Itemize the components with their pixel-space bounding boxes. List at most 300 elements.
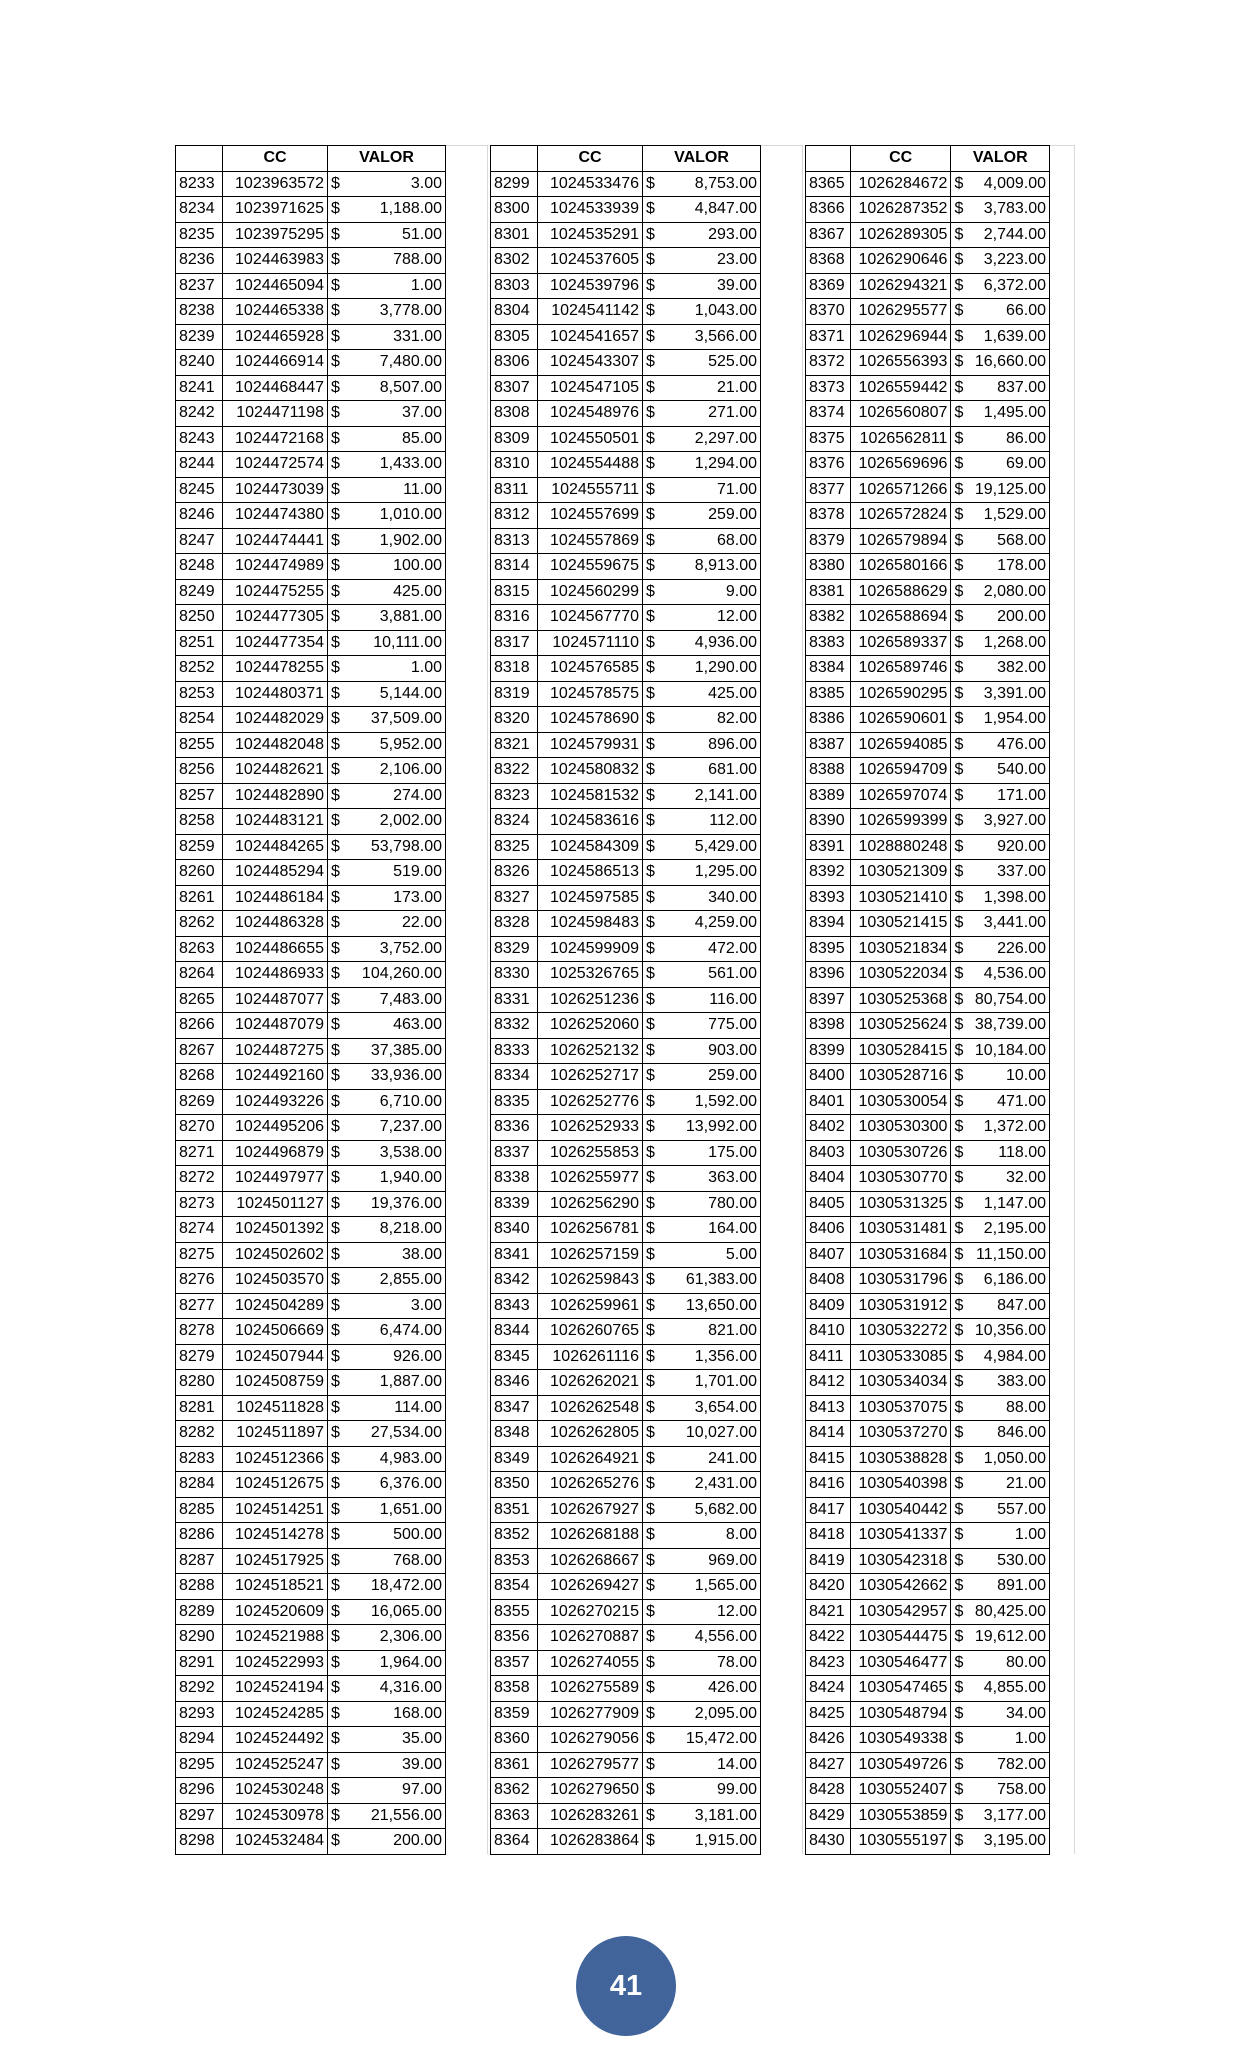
- valor-amount: 837.00: [997, 378, 1047, 396]
- cc-header: CC: [850, 146, 951, 172]
- spacer-cell: [1050, 1089, 1075, 1115]
- table-row: [176, 1140, 488, 1166]
- row-number: 8356: [491, 1625, 538, 1651]
- spacer-cell: [761, 936, 803, 962]
- valor-amount: 4,536.00: [983, 965, 1047, 983]
- spacer-cell: [761, 1115, 803, 1141]
- valor-cell: [328, 222, 446, 248]
- spacer-cell: [1050, 1038, 1075, 1064]
- valor-cell: [328, 375, 446, 401]
- cc-value: 1024463983: [223, 248, 328, 274]
- table-row: [491, 605, 803, 631]
- currency-symbol: $: [646, 1475, 655, 1493]
- row-number: 8361: [491, 1752, 538, 1778]
- currency-symbol: $: [646, 1322, 655, 1340]
- cc-value: 1030553859: [850, 1803, 951, 1829]
- spacer-cell: [761, 1472, 803, 1498]
- spacer-cell: [1050, 1166, 1075, 1192]
- currency-symbol: $: [646, 404, 655, 422]
- valor-amount: 23.00: [716, 251, 757, 269]
- spacer-cell: [446, 732, 488, 758]
- currency-symbol: $: [954, 608, 964, 626]
- cc-value: 1024598483: [538, 911, 643, 937]
- cc-value: 1030521415: [850, 911, 951, 937]
- cc-value: 1026279577: [538, 1752, 643, 1778]
- row-number: 8299: [491, 171, 538, 197]
- spacer-cell: [761, 1344, 803, 1370]
- spacer-cell: [446, 656, 488, 682]
- valor-cell: [328, 1625, 446, 1651]
- table-row: [176, 1548, 488, 1574]
- currency-symbol: $: [331, 1755, 340, 1773]
- spacer-cell: [761, 1523, 803, 1549]
- spacer-cell: [761, 375, 803, 401]
- currency-symbol: $: [331, 939, 340, 957]
- cc-value: 1026256781: [538, 1217, 643, 1243]
- table-row: [806, 1727, 1075, 1753]
- valor-amount: 2,855.00: [379, 1271, 442, 1289]
- table-row: [176, 1727, 488, 1753]
- valor-amount: 19,612.00: [974, 1628, 1047, 1646]
- spacer-cell: [446, 197, 488, 223]
- spacer-cell: [1050, 503, 1075, 529]
- spacer-cell: [446, 171, 488, 197]
- valor-cell: [643, 1140, 761, 1166]
- row-number: 8425: [806, 1701, 851, 1727]
- valor-amount: 16,065.00: [370, 1602, 442, 1620]
- spacer-cell: [1050, 1701, 1075, 1727]
- cc-value: 1026268188: [538, 1523, 643, 1549]
- cc-value: 1026262548: [538, 1395, 643, 1421]
- valor-header: VALOR: [328, 146, 446, 172]
- cc-value: 1030549338: [850, 1727, 951, 1753]
- valor-amount: 37,509.00: [370, 710, 442, 728]
- currency-symbol: $: [331, 225, 340, 243]
- valor-amount: 2,095.00: [694, 1704, 757, 1722]
- spacer-cell: [1050, 1523, 1075, 1549]
- spacer-cell: [446, 1446, 488, 1472]
- currency-symbol: $: [954, 557, 964, 575]
- spacer-cell: [761, 579, 803, 605]
- cc-value: 1024477305: [223, 605, 328, 631]
- valor-cell: [328, 1727, 446, 1753]
- valor-amount: 8,507.00: [379, 378, 442, 396]
- cc-value: 1026252717: [538, 1064, 643, 1090]
- spacer-cell: [761, 528, 803, 554]
- records-table-2: [490, 145, 803, 1855]
- currency-symbol: $: [954, 863, 964, 881]
- valor-cell: [951, 1599, 1050, 1625]
- table-row: [176, 962, 488, 988]
- cc-value: 1024560299: [538, 579, 643, 605]
- table-row: [176, 732, 488, 758]
- valor-amount: 1,651.00: [379, 1500, 442, 1518]
- table-row: [806, 681, 1075, 707]
- cc-value: 1024517925: [223, 1548, 328, 1574]
- currency-symbol: $: [646, 608, 655, 626]
- valor-amount: 1,268.00: [983, 633, 1047, 651]
- valor-amount: 118.00: [998, 1143, 1047, 1161]
- table-row: [806, 783, 1075, 809]
- currency-symbol: $: [646, 225, 655, 243]
- table-row: [491, 1676, 803, 1702]
- currency-symbol: $: [646, 965, 655, 983]
- valor-amount: 1,954.00: [983, 710, 1047, 728]
- row-number: 8398: [806, 1013, 851, 1039]
- valor-amount: 53,798.00: [370, 837, 442, 855]
- table-row: [806, 1344, 1075, 1370]
- valor-amount: 293.00: [708, 225, 757, 243]
- cc-value: 1030542662: [850, 1574, 951, 1600]
- spacer-cell: [761, 962, 803, 988]
- row-number: 8277: [176, 1293, 223, 1319]
- currency-symbol: $: [954, 965, 964, 983]
- table-row: [806, 579, 1075, 605]
- spacer-cell: [446, 1013, 488, 1039]
- table-row: [176, 630, 488, 656]
- row-number: 8339: [491, 1191, 538, 1217]
- currency-symbol: $: [646, 455, 655, 473]
- valor-cell: [328, 809, 446, 835]
- valor-amount: 1.00: [1014, 1526, 1047, 1544]
- valor-amount: 3,566.00: [694, 327, 757, 345]
- valor-amount: 4,556.00: [694, 1628, 757, 1646]
- valor-amount: 5,682.00: [694, 1500, 757, 1518]
- valor-cell: [643, 1013, 761, 1039]
- table-row: [176, 1650, 488, 1676]
- row-number: 8246: [176, 503, 223, 529]
- valor-amount: 241.00: [708, 1449, 757, 1467]
- cc-value: 1030537075: [850, 1395, 951, 1421]
- page-number-badge: [576, 1936, 676, 2036]
- spacer-cell: [446, 350, 488, 376]
- currency-symbol: $: [331, 1551, 340, 1569]
- valor-amount: 4,009.00: [983, 174, 1047, 192]
- table-row: [806, 1064, 1075, 1090]
- currency-symbol: $: [331, 1806, 340, 1824]
- row-number: 8320: [491, 707, 538, 733]
- valor-cell: [951, 1625, 1050, 1651]
- cc-value: 1024521988: [223, 1625, 328, 1651]
- valor-amount: 2,141.00: [694, 786, 757, 804]
- cc-value: 1024580832: [538, 758, 643, 784]
- valor-cell: [643, 1778, 761, 1804]
- table-row: [491, 401, 803, 427]
- cc-value: 1030531325: [850, 1191, 951, 1217]
- table-row: [491, 1446, 803, 1472]
- cc-value: 1030530770: [850, 1166, 951, 1192]
- cc-value: 1024530248: [223, 1778, 328, 1804]
- cc-value: 1024514278: [223, 1523, 328, 1549]
- cc-value: 1024533476: [538, 171, 643, 197]
- table-row: [176, 452, 488, 478]
- cc-value: 1026251236: [538, 987, 643, 1013]
- valor-cell: [643, 1166, 761, 1192]
- valor-cell: [328, 350, 446, 376]
- cc-value: 1026580166: [850, 554, 951, 580]
- table-row: [176, 1701, 488, 1727]
- valor-cell: [951, 528, 1050, 554]
- valor-amount: 681.00: [708, 761, 757, 779]
- cc-value: 1024508759: [223, 1370, 328, 1396]
- currency-symbol: $: [954, 455, 964, 473]
- valor-header: VALOR: [643, 146, 761, 172]
- table-row: [491, 1829, 803, 1855]
- valor-amount: 3,181.00: [694, 1806, 757, 1824]
- valor-amount: 80.00: [1005, 1653, 1047, 1671]
- valor-cell: [328, 426, 446, 452]
- valor-amount: 383.00: [997, 1373, 1047, 1391]
- spacer-cell: [761, 987, 803, 1013]
- valor-amount: 21.00: [1005, 1475, 1047, 1493]
- valor-cell: [643, 834, 761, 860]
- table-row: [806, 1523, 1075, 1549]
- valor-cell: [328, 1574, 446, 1600]
- spacer-cell: [446, 936, 488, 962]
- table-row: [491, 1319, 803, 1345]
- valor-amount: 15,472.00: [685, 1730, 757, 1748]
- valor-amount: 4,855.00: [983, 1679, 1047, 1697]
- valor-amount: 1,050.00: [983, 1449, 1047, 1467]
- cc-value: 1026590295: [850, 681, 951, 707]
- table-row: [491, 350, 803, 376]
- valor-cell: [328, 1676, 446, 1702]
- spacer-cell: [1050, 809, 1075, 835]
- cc-value: 1024586513: [538, 860, 643, 886]
- valor-amount: 259.00: [708, 506, 757, 524]
- currency-symbol: $: [331, 1628, 340, 1646]
- cc-value: 1026252776: [538, 1089, 643, 1115]
- row-number: 8242: [176, 401, 223, 427]
- spacer-cell: [761, 477, 803, 503]
- valor-cell: [951, 1013, 1050, 1039]
- spacer-cell: [446, 1166, 488, 1192]
- currency-symbol: $: [331, 608, 340, 626]
- table-row: [806, 222, 1075, 248]
- spacer-cell: [1050, 1344, 1075, 1370]
- valor-amount: 11.00: [403, 480, 442, 498]
- valor-cell: [643, 1752, 761, 1778]
- table-row: [491, 783, 803, 809]
- table-row: [491, 1115, 803, 1141]
- row-number: 8350: [491, 1472, 538, 1498]
- valor-amount: 1,940.00: [379, 1169, 442, 1187]
- table-row: [176, 987, 488, 1013]
- spacer-cell: [1050, 1497, 1075, 1523]
- valor-amount: 39.00: [401, 1755, 442, 1773]
- row-number: 8271: [176, 1140, 223, 1166]
- valor-amount: 32.00: [1005, 1169, 1047, 1187]
- row-number: 8248: [176, 554, 223, 580]
- currency-symbol: $: [646, 1016, 655, 1034]
- row-number: 8395: [806, 936, 851, 962]
- table-row: [176, 503, 488, 529]
- table-row: [806, 1293, 1075, 1319]
- table-row: [176, 1013, 488, 1039]
- spacer-cell: [1050, 1140, 1075, 1166]
- valor-amount: 4,936.00: [694, 633, 757, 651]
- row-number: 8327: [491, 885, 538, 911]
- currency-symbol: $: [646, 1500, 655, 1518]
- cc-value: 1030531912: [850, 1293, 951, 1319]
- cc-value: 1024555711: [538, 477, 643, 503]
- row-number: 8273: [176, 1191, 223, 1217]
- cc-value: 1024514251: [223, 1497, 328, 1523]
- spacer-cell: [446, 783, 488, 809]
- valor-cell: [951, 681, 1050, 707]
- cc-value: 1024496879: [223, 1140, 328, 1166]
- table-row: [806, 630, 1075, 656]
- spacer-cell: [761, 885, 803, 911]
- valor-amount: 33,936.00: [370, 1067, 442, 1085]
- currency-symbol: $: [331, 1832, 340, 1850]
- valor-amount: 99.00: [716, 1781, 757, 1799]
- spacer-cell: [446, 1319, 488, 1345]
- spacer-cell: [1050, 834, 1075, 860]
- currency-symbol: $: [954, 404, 964, 422]
- currency-symbol: $: [331, 786, 340, 804]
- valor-cell: [643, 528, 761, 554]
- valor-cell: [643, 732, 761, 758]
- row-number: 8337: [491, 1140, 538, 1166]
- cc-value: 1030534034: [850, 1370, 951, 1396]
- table-row: [491, 1599, 803, 1625]
- table-row: [176, 1752, 488, 1778]
- row-number: 8427: [806, 1752, 851, 1778]
- currency-symbol: $: [954, 1679, 964, 1697]
- valor-cell: [328, 1013, 446, 1039]
- currency-symbol: $: [646, 1755, 655, 1773]
- table-row: [491, 1140, 803, 1166]
- valor-cell: [951, 936, 1050, 962]
- cc-value: 1024474989: [223, 554, 328, 580]
- valor-cell: [951, 758, 1050, 784]
- spacer-cell: [1050, 1778, 1075, 1804]
- valor-cell: [951, 1217, 1050, 1243]
- currency-symbol: $: [954, 480, 964, 498]
- currency-symbol: $: [331, 1475, 340, 1493]
- valor-cell: [951, 324, 1050, 350]
- row-number: 8241: [176, 375, 223, 401]
- spacer-cell: [761, 1242, 803, 1268]
- currency-symbol: $: [331, 735, 340, 753]
- spacer-cell: [1050, 375, 1075, 401]
- valor-amount: 200.00: [393, 1832, 442, 1850]
- spacer-cell: [446, 1268, 488, 1294]
- table-row: [176, 1242, 488, 1268]
- cc-value: 1024550501: [538, 426, 643, 452]
- spacer-cell: [1050, 1472, 1075, 1498]
- valor-cell: [328, 656, 446, 682]
- cc-value: 1024493226: [223, 1089, 328, 1115]
- table-row: [491, 1217, 803, 1243]
- valor-amount: 363.00: [708, 1169, 757, 1187]
- valor-amount: 1,372.00: [983, 1118, 1047, 1136]
- valor-cell: [951, 1497, 1050, 1523]
- table-row: [806, 350, 1075, 376]
- table-row: [806, 656, 1075, 682]
- currency-symbol: $: [646, 684, 655, 702]
- currency-symbol: $: [646, 1832, 655, 1850]
- table-row: [806, 248, 1075, 274]
- currency-symbol: $: [331, 276, 340, 294]
- table-row: [491, 1548, 803, 1574]
- currency-symbol: $: [646, 1730, 655, 1748]
- spacer-cell: [761, 1701, 803, 1727]
- spacer-cell: [1050, 1574, 1075, 1600]
- spacer-cell: [446, 324, 488, 350]
- cc-value: 1024474380: [223, 503, 328, 529]
- spacer-cell: [1050, 1625, 1075, 1651]
- valor-amount: 35.00: [401, 1730, 442, 1748]
- currency-symbol: $: [646, 633, 655, 651]
- currency-symbol: $: [331, 302, 340, 320]
- cc-value: 1024547105: [538, 375, 643, 401]
- valor-cell: [643, 1395, 761, 1421]
- cc-value: 1024512675: [223, 1472, 328, 1498]
- currency-symbol: $: [331, 1194, 340, 1212]
- spacer-cell: [761, 681, 803, 707]
- valor-amount: 10,356.00: [974, 1322, 1047, 1340]
- valor-cell: [643, 809, 761, 835]
- spacer-cell: [761, 1650, 803, 1676]
- currency-symbol: $: [954, 735, 964, 753]
- valor-amount: 71.00: [716, 480, 757, 498]
- valor-amount: 82.00: [716, 710, 757, 728]
- row-number: 8302: [491, 248, 538, 274]
- row-number: 8344: [491, 1319, 538, 1345]
- table-row: [806, 936, 1075, 962]
- cc-value: 1026267927: [538, 1497, 643, 1523]
- table-row: [806, 1268, 1075, 1294]
- cc-value: 1024524194: [223, 1676, 328, 1702]
- cc-value: 1030544475: [850, 1625, 951, 1651]
- valor-cell: [951, 987, 1050, 1013]
- valor-cell: [328, 197, 446, 223]
- valor-amount: 2,431.00: [694, 1475, 757, 1493]
- currency-symbol: $: [646, 1628, 655, 1646]
- row-number: 8251: [176, 630, 223, 656]
- spacer-cell: [446, 1395, 488, 1421]
- row-number: 8429: [806, 1803, 851, 1829]
- currency-symbol: $: [646, 1169, 655, 1187]
- currency-symbol: $: [646, 378, 655, 396]
- spacer-cell: [761, 1446, 803, 1472]
- table-row: [806, 1599, 1075, 1625]
- valor-amount: 114.00: [394, 1398, 442, 1416]
- table-row: [176, 1038, 488, 1064]
- currency-symbol: $: [954, 914, 964, 932]
- row-number: 8415: [806, 1446, 851, 1472]
- spacer-cell: [761, 1038, 803, 1064]
- row-number: 8409: [806, 1293, 851, 1319]
- row-number: 8422: [806, 1625, 851, 1651]
- valor-cell: [328, 885, 446, 911]
- spacer-cell: [761, 860, 803, 886]
- table-row: [491, 962, 803, 988]
- row-number: 8236: [176, 248, 223, 274]
- valor-amount: 3.00: [410, 174, 442, 192]
- valor-amount: 6,372.00: [983, 276, 1047, 294]
- spacer-cell: [761, 1548, 803, 1574]
- currency-symbol: $: [331, 965, 340, 983]
- currency-symbol: $: [646, 1602, 655, 1620]
- cc-value: 1030542318: [850, 1548, 951, 1574]
- valor-amount: 3,783.00: [983, 200, 1047, 218]
- row-number: 8303: [491, 273, 538, 299]
- header-row: [806, 146, 1075, 172]
- table-row: [176, 707, 488, 733]
